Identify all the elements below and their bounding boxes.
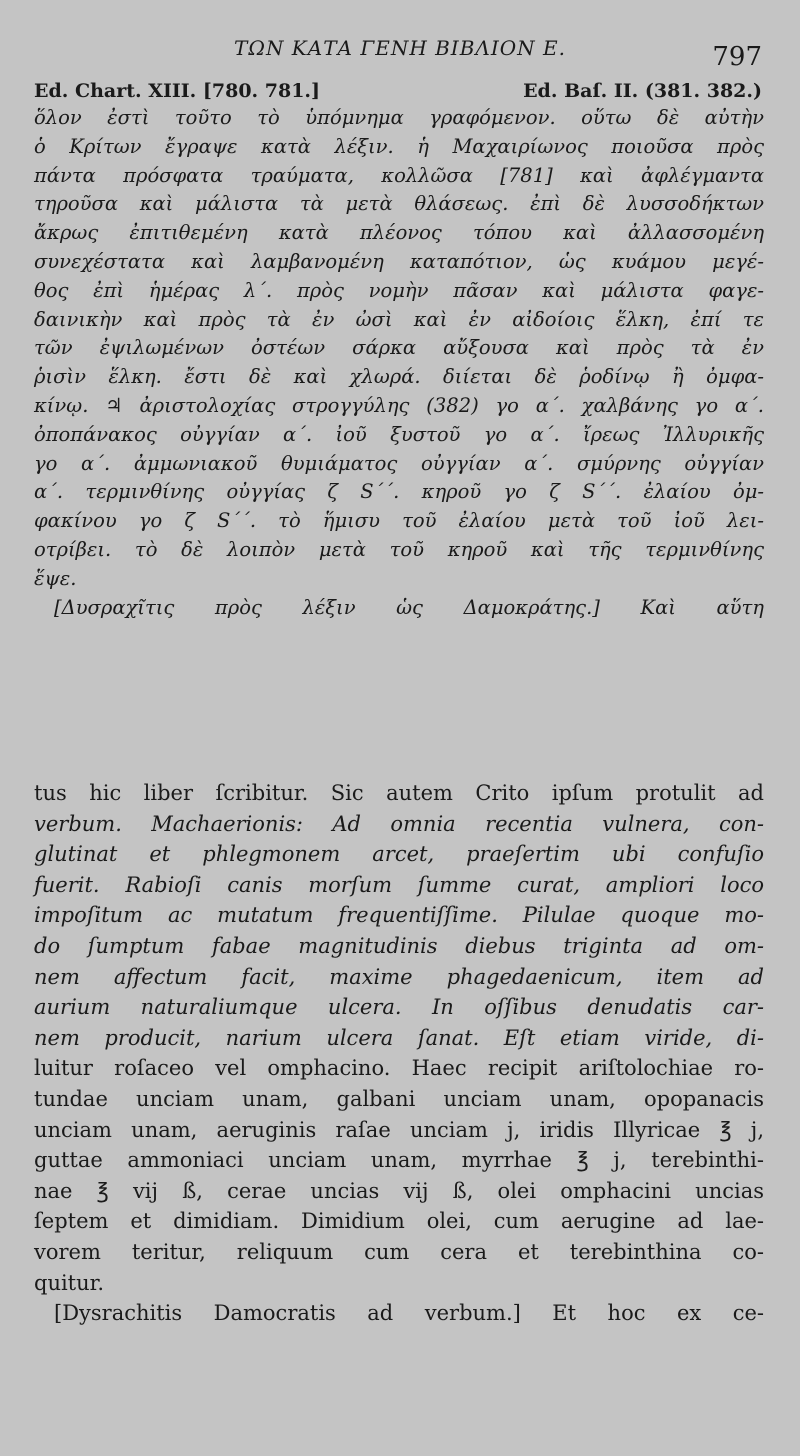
page-number: 797 bbox=[712, 42, 762, 72]
latin-line: nem affectum facit, maxime phagedaenicum, item ad bbox=[34, 964, 764, 989]
latin-line: nem producit, narium ulcera ſanat. Eſt etiam viride, di- bbox=[34, 1025, 764, 1050]
greek-line: κίνῳ. ♃ ἀριστολοχίας στρογγύλης (382) γο α΄. χαλβάνης γο α΄. bbox=[34, 393, 764, 417]
edition-basel-ref: Ed. Baſ. II. (381. 382.) bbox=[523, 80, 762, 102]
edition-chart-ref: Ed. Chart. XIII. [780. 781.] bbox=[34, 80, 321, 102]
latin-line: guttae ammoniaci unciam unam, myrrhae ℥ j, terebinthi- bbox=[34, 1148, 764, 1173]
greek-line: θος ἐπὶ ἡμέρας λ΄. πρὸς νομὴν πᾶσαν καὶ μάλιστα φαγε- bbox=[34, 278, 764, 302]
greek-line: φακίνου γο ζ S΄΄. τὸ ἥμισυ τοῦ ἐλαίου μετὰ τοῦ ἰοῦ λει- bbox=[34, 509, 764, 533]
edition-line bbox=[34, 80, 762, 102]
greek-line: οτρίβει. τὸ δὲ λοιπὸν μετὰ τοῦ κηροῦ καὶ τῆς τερμινθίνης bbox=[34, 537, 764, 561]
greek-text-block bbox=[34, 104, 764, 622]
latin-line: unciam unam, aeruginis raſae unciam j, iridis Illyricae ℥ j, bbox=[34, 1117, 764, 1142]
latin-line: quitur. bbox=[34, 1270, 105, 1295]
latin-line: aurium naturaliumque ulcera. In oſſibus denudatis car- bbox=[34, 995, 764, 1020]
greek-line: συνεχέστατα καὶ λαμβανομένη καταπότιον, ὡς κυάμου μεγέ- bbox=[34, 249, 764, 273]
latin-line: ſeptem et dimidiam. Dimidium olei, cum aerugine ad lae- bbox=[34, 1209, 764, 1234]
latin-line: verbum. Machaerionis: Ad omnia recentia vulnera, con- bbox=[34, 811, 764, 836]
latin-line: tus hic liber ſcribitur. Sic autem Crito ipſum protulit ad bbox=[34, 781, 764, 805]
latin-line: vorem teritur, reliquum cum cera et terebinthina co- bbox=[34, 1239, 764, 1264]
latin-line: glutinat et phlegmonem arcet, praeſertim ubi confuſio bbox=[34, 842, 764, 867]
latin-text-block bbox=[34, 778, 764, 1329]
greek-line: τηροῦσα καὶ μάλιστα τὰ μετὰ θλάσεως. ἐπὶ δὲ λυσσοδήκτων bbox=[34, 192, 764, 216]
greek-line: ὀποπάνακος οὐγγίαν α΄. ἰοῦ ξυστοῦ γο α΄. ἴρεως Ἰλλυρικῆς bbox=[34, 422, 764, 446]
latin-line: do ſumptum fabae magnitudinis diebus triginta ad om- bbox=[34, 933, 764, 958]
latin-line: nae ℥ vij ß, cerae uncias vij ß, olei omphacini uncias bbox=[34, 1178, 764, 1203]
greek-line: πάντα πρόσφατα τραύματα, κολλῶσα [781] καὶ ἀφλέγμαντα bbox=[34, 163, 764, 187]
greek-line: τῶν ἐψιλωμένων ὀστέων σάρκα αὔξουσα καὶ πρὸς τὰ ἐν bbox=[34, 336, 764, 360]
latin-line: impoſitum ac mutatum frequentiſſime. Pilulae quoque mo- bbox=[34, 903, 764, 928]
greek-line: α΄. τερμινθίνης οὐγγίας ζ S΄΄. κηροῦ γο ζ S΄΄. ἐλαίου ὀμ- bbox=[34, 480, 764, 504]
running-title: ΤΩΝ ΚΑΤΑ ΓΕΝΗ ΒΙΒΛΙΟΝ Ε. bbox=[234, 36, 566, 60]
greek-line: ἄκρως ἐπιτιθεμένη κατὰ πλέονος τόπου καὶ ἀλλασσομένη bbox=[34, 221, 764, 245]
latin-line: tundae unciam unam, galbani unciam unam, opopanacis bbox=[34, 1086, 764, 1111]
greek-line: ὅλον ἐστὶ τοῦτο τὸ ὑπόμνημα γραφόμενον. οὕτω δὲ αὐτὴν bbox=[34, 106, 764, 129]
greek-heading-line: [Δυσραχῖτις πρὸς λέξιν ὡς Δαμοκράτης.] Καὶ αὕτη bbox=[54, 595, 764, 619]
greek-line: γο α΄. ἀμμωνιακοῦ θυμιάματος οὐγγίαν α΄. σμύρνης οὐγγίαν bbox=[34, 451, 764, 475]
latin-line: luitur roſaceo vel omphacino. Haec recipit ariſtolochiae ro- bbox=[34, 1056, 764, 1081]
greek-line: δαινικὴν καὶ πρὸς τὰ ἐν ὠσὶ καὶ ἐν αἰδοίοις ἕλκη, ἐπί τε bbox=[34, 307, 764, 331]
greek-line: ἕψε. bbox=[34, 566, 77, 590]
greek-line: ῥισὶν ἕλκη. ἔστι δὲ καὶ χλωρά. διίεται δὲ ῥοδίνῳ ἢ ὀμφα- bbox=[34, 365, 764, 389]
latin-heading-line: [Dysrachitis Damocratis ad verbum.] Et hoc ex ce- bbox=[54, 1301, 764, 1326]
latin-line: fuerit. Rabioſi canis morſum ſumme curat, ampliori loco bbox=[34, 872, 764, 897]
greek-line: ὁ Κρίτων ἔγραψε κατὰ λέξιν. ἡ Μαχαιρίωνος ποιοῦσα πρὸς bbox=[34, 134, 764, 158]
